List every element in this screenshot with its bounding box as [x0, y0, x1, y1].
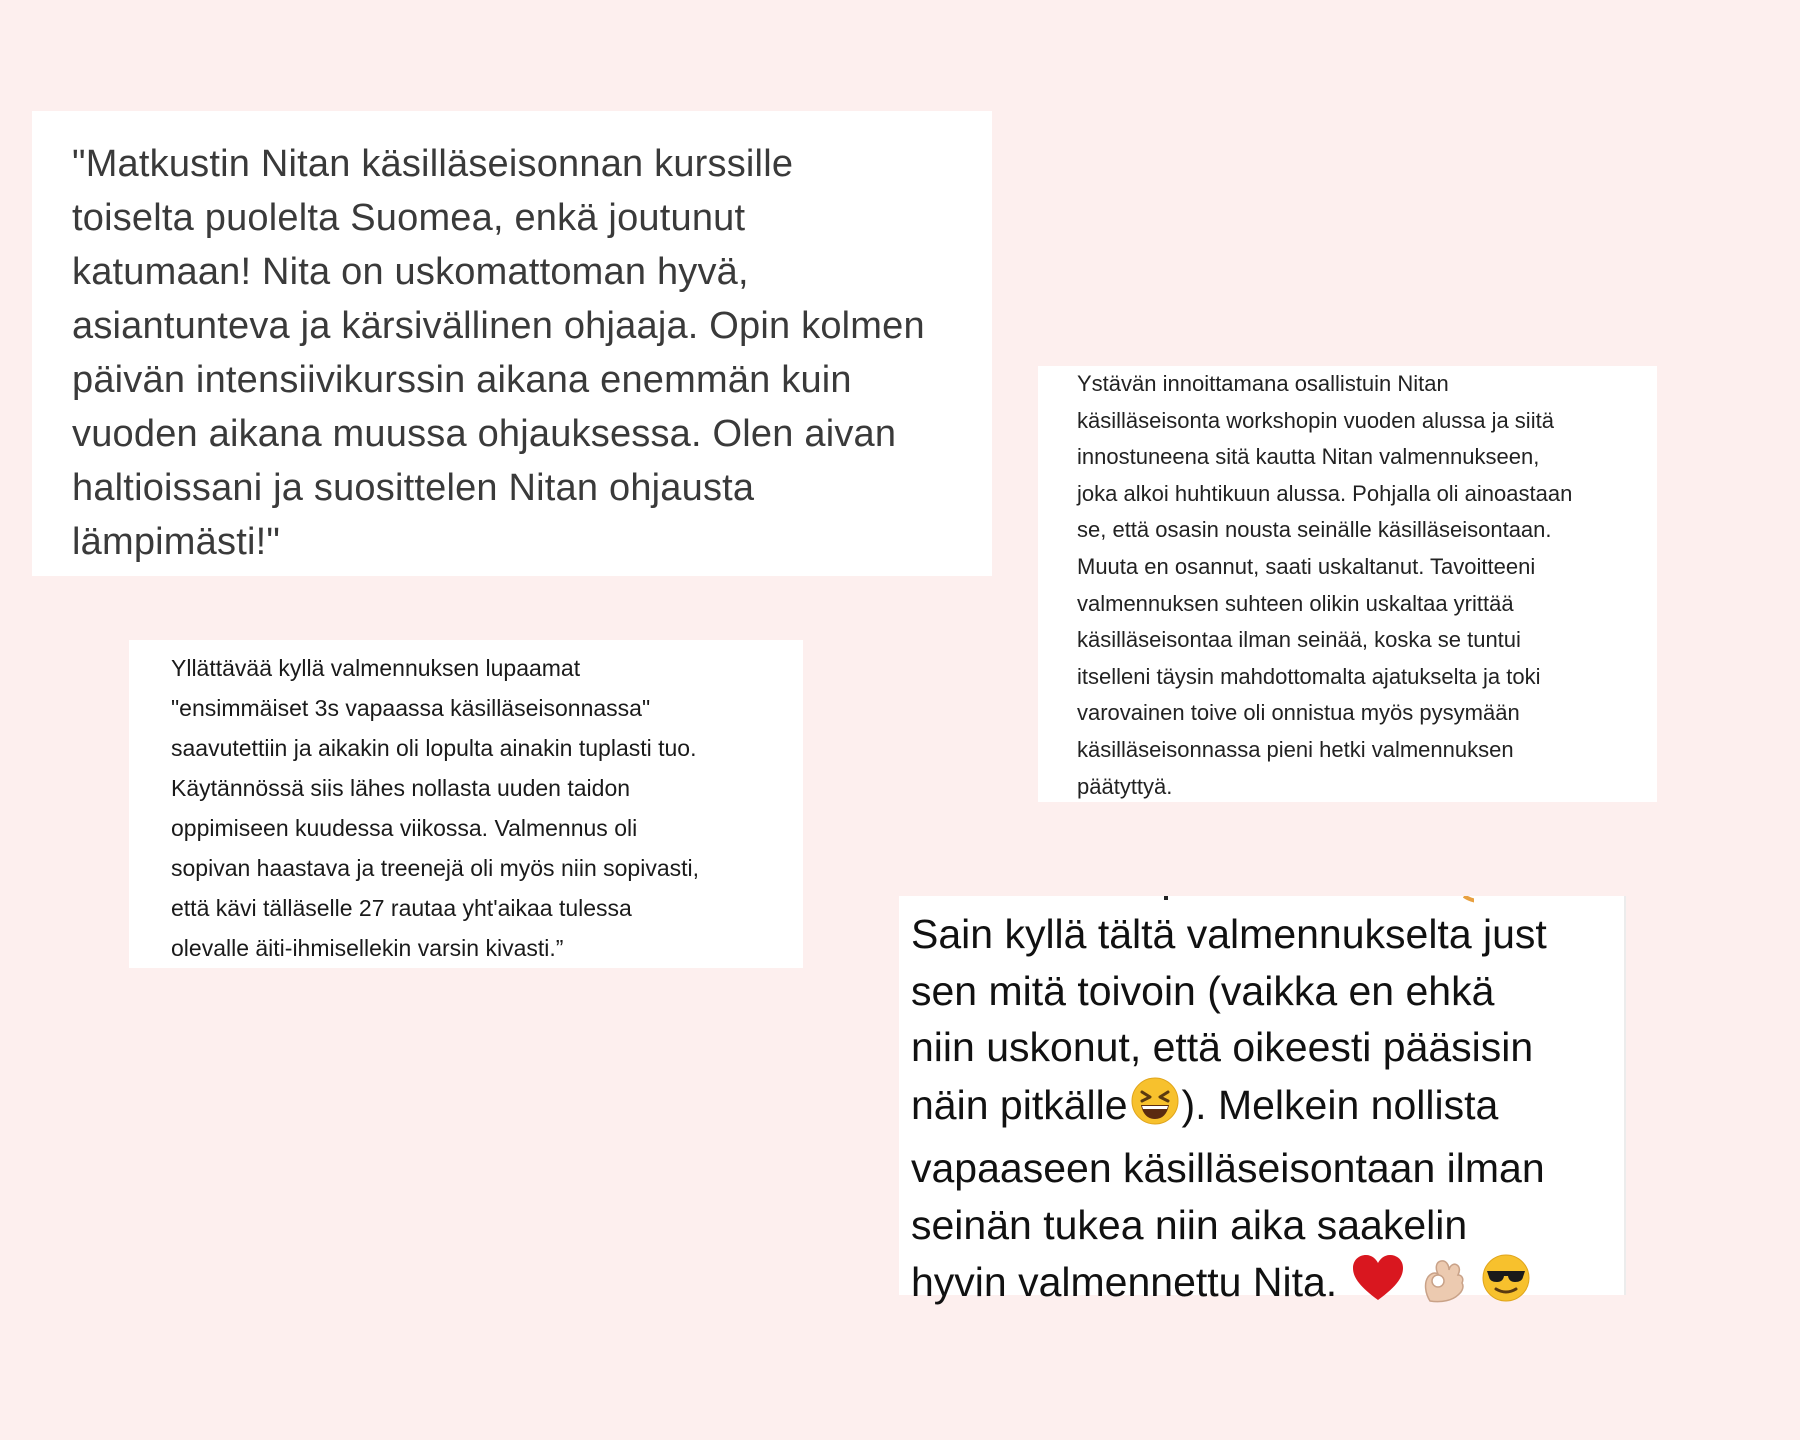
testimonial-4-line-6: seinän tukea niin aika saakelin: [911, 1201, 1468, 1248]
testimonial-text-1: "Matkustin Nitan käsilläseisonnan kurssille toiselta puolelta Suomea, enkä joutunut katumaan! Nita on uskomattoman hyvä, asiantunteva ja kärsivällinen ohjaaja. Opin kolmen päivän intensiivikurssin aikana enemmän kuin vuoden aikana muussa ohjauksessa. Olen aivan haltioissani ja suosittelen Nitan ohjausta lämpimästi!": [72, 143, 925, 563]
testimonial-text-2: Ystävän innoittamana osallistuin Nitan käsilläseisonta workshopin vuoden alussa ja siitä innostuneena sitä kautta Nitan valmennukseen, joka alkoi huhtikuun alussa. Pohjalla oli ainoastaan se, että osasin nousta seinälle käsilläseisontaan. Muuta en osannut, saati uskaltanut. Tavoitteeni valmennuksen suhteen olikin uskaltaa yrittää käsilläseisontaa ilman seinää, koska se tuntui itselleni täysin mahdottomalta ajatukselta ja toki varovainen toive oli onnistua myös pysymään käsilläseisonnassa pieni hetki valmennuksen päätyttyä.: [1077, 371, 1573, 799]
red-heart-emoji-icon: [1351, 1253, 1405, 1318]
testimonial-4-line-5: vapaaseen käsilläseisontaan ilman: [911, 1145, 1545, 1191]
cropped-text-remnant: [1154, 896, 1474, 904]
testimonial-text-4: [911, 906, 1614, 1318]
testimonial-card-2: [1038, 366, 1657, 802]
sunglasses-face-emoji-icon: [1481, 1253, 1531, 1318]
ok-hand-emoji-icon: [1420, 1253, 1466, 1318]
testimonial-card-3: [129, 640, 803, 968]
testimonial-4-line-2: sen mitä toivoin (vaikka en ehkä: [911, 967, 1495, 1014]
testimonial-card-4: [899, 896, 1626, 1305]
testimonial-text-3: Yllättävää kyllä valmennuksen lupaamat "ensimmäiset 3s vapaassa käsilläseisonnassa" saavutettiin ja aikakin oli lopulta ainakin tuplasti tuo. Käytännössä siis lähes nollasta uuden taidon oppimiseen kuudessa viikossa. Valmennus oli sopivan haastava ja treenejä oli myös niin sopivasti, että kävi tälläselle 27 rautaa yht'aikaa tulessa olevalle äiti-ihmisellekin varsin kivasti.”: [171, 655, 700, 961]
testimonial-4-line-4a: näin pitkälle: [911, 1081, 1128, 1128]
testimonial-card-1: [32, 111, 992, 576]
testimonial-4-line-4b: ). Melkein nollista: [1181, 1081, 1499, 1128]
testimonial-4-line-3: niin uskonut, että oikeesti pääsisin: [911, 1024, 1534, 1070]
testimonial-4-line-7: hyvin valmennettu Nita.: [911, 1259, 1338, 1305]
testimonial-4-line-1: Sain kyllä tältä valmennukselta just: [911, 911, 1547, 957]
laughing-face-emoji-icon: [1130, 1076, 1180, 1141]
